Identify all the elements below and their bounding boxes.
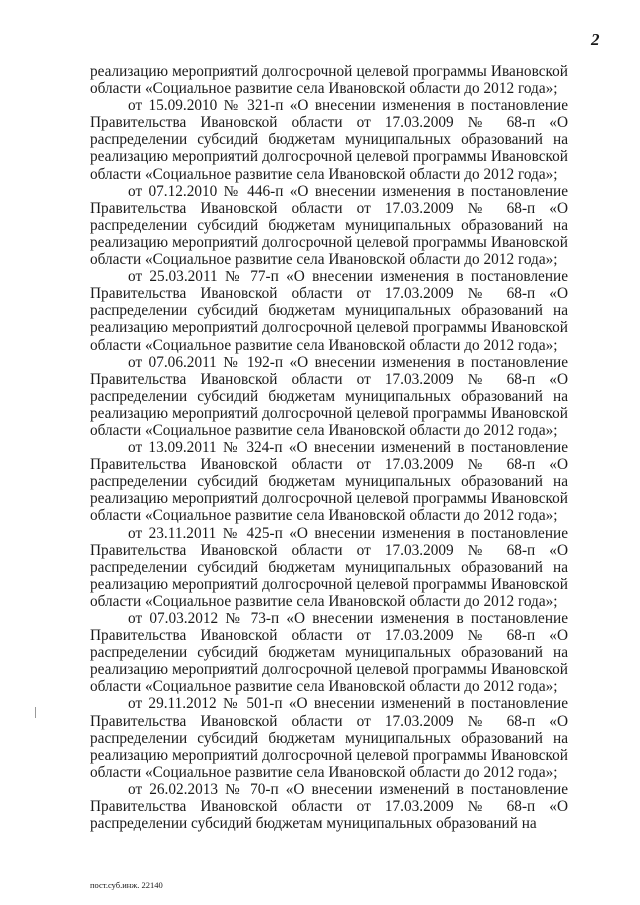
amendment-paragraph: от 07.12.2010 № 446-п «О внесении изменения в постановление Правительства Ивановской области от 17.03.2009 № 68-п «О распределении субсидий бюджетам муниципальных образований на реализацию мероприятий долгосрочной целевой программы Ивановской области «Социальное развитие села Ивановской области до 2012 года»; [90, 182, 568, 269]
footer-reference: пост.суб.инж. 22140 [90, 880, 163, 890]
document-body [90, 63, 568, 832]
amendment-paragraph: от 13.09.2011 № 324-п «О внесении изменений в постановление Правительства Ивановской области от 17.03.2009 № 68-п «О распределении субсидий бюджетам муниципальных образований на реализацию мероприятий долгосрочной целевой программы Ивановской области «Социальное развитие села Ивановской области до 2012 года»; [90, 439, 568, 525]
page-number: 2 [591, 30, 600, 49]
intro-line-2: области «Социальное развитие села Ивановской области до 2012 года»; [90, 80, 558, 98]
amendment-paragraph: от 07.06.2011 № 192-п «О внесении изменения в постановление Правительства Ивановской области от 17.03.2009 № 68-п «О распределении субсидий бюджетам муниципальных образований на реализацию мероприятий долгосрочной целевой программы Ивановской области «Социальное развитие села Ивановской области до 2012 года»; [90, 353, 568, 439]
amendment-paragraph: от 23.11.2011 № 425-п «О внесении изменения в постановление Правительства Ивановской области от 17.03.2009 № 68-п «О распределении субсидий бюджетам муниципальных образований на реализацию мероприятий долгосрочной целевой программы Ивановской области «Социальное развитие села Ивановской области до 2012 года»; [90, 524, 568, 610]
amendment-paragraph: от 29.11.2012 № 501-п «О внесении изменений в постановление Правительства Ивановской области от 17.03.2009 № 68-п «О распределении субсидий бюджетам муниципальных образований на реализацию мероприятий долгосрочной целевой программы Ивановской области «Социальное развитие села Ивановской области до 2012 года»; [90, 695, 568, 781]
scan-speck [35, 707, 36, 718]
amendment-paragraph: от 15.09.2010 № 321-п «О внесении изменения в постановление Правительства Ивановской области от 17.03.2009 № 68-п «О распределении субсидий бюджетам муниципальных образований на реализацию мероприятий долгосрочной целевой программы Ивановской области «Социальное развитие села Ивановской области до 2012 года»; [90, 97, 568, 183]
amendment-paragraph: от 25.03.2011 № 77-п «О внесении изменения в постановление Правительства Ивановской области от 17.03.2009 № 68-п «О распределении субсидий бюджетам муниципальных образований на реализацию мероприятий долгосрочной целевой программы Ивановской области «Социальное развитие села Ивановской области до 2012 года»; [90, 268, 568, 354]
intro-line-1: реализацию мероприятий долгосрочной целевой программы Ивановской [90, 63, 568, 80]
intro-paragraph [90, 63, 568, 97]
amendment-paragraph: от 26.02.2013 № 70-п «О внесении изменений в постановление Правительства Ивановской области от 17.03.2009 № 68-п «О распределении субсидий бюджетам муниципальных образований на [90, 780, 568, 833]
amendment-paragraph: от 07.03.2012 № 73-п «О внесении изменения в постановление Правительства Ивановской области от 17.03.2009 № 68-п «О распределении субсидий бюджетам муниципальных образований на реализацию мероприятий долгосрочной целевой программы Ивановской области «Социальное развитие села Ивановской области до 2012 года»; [90, 610, 568, 696]
